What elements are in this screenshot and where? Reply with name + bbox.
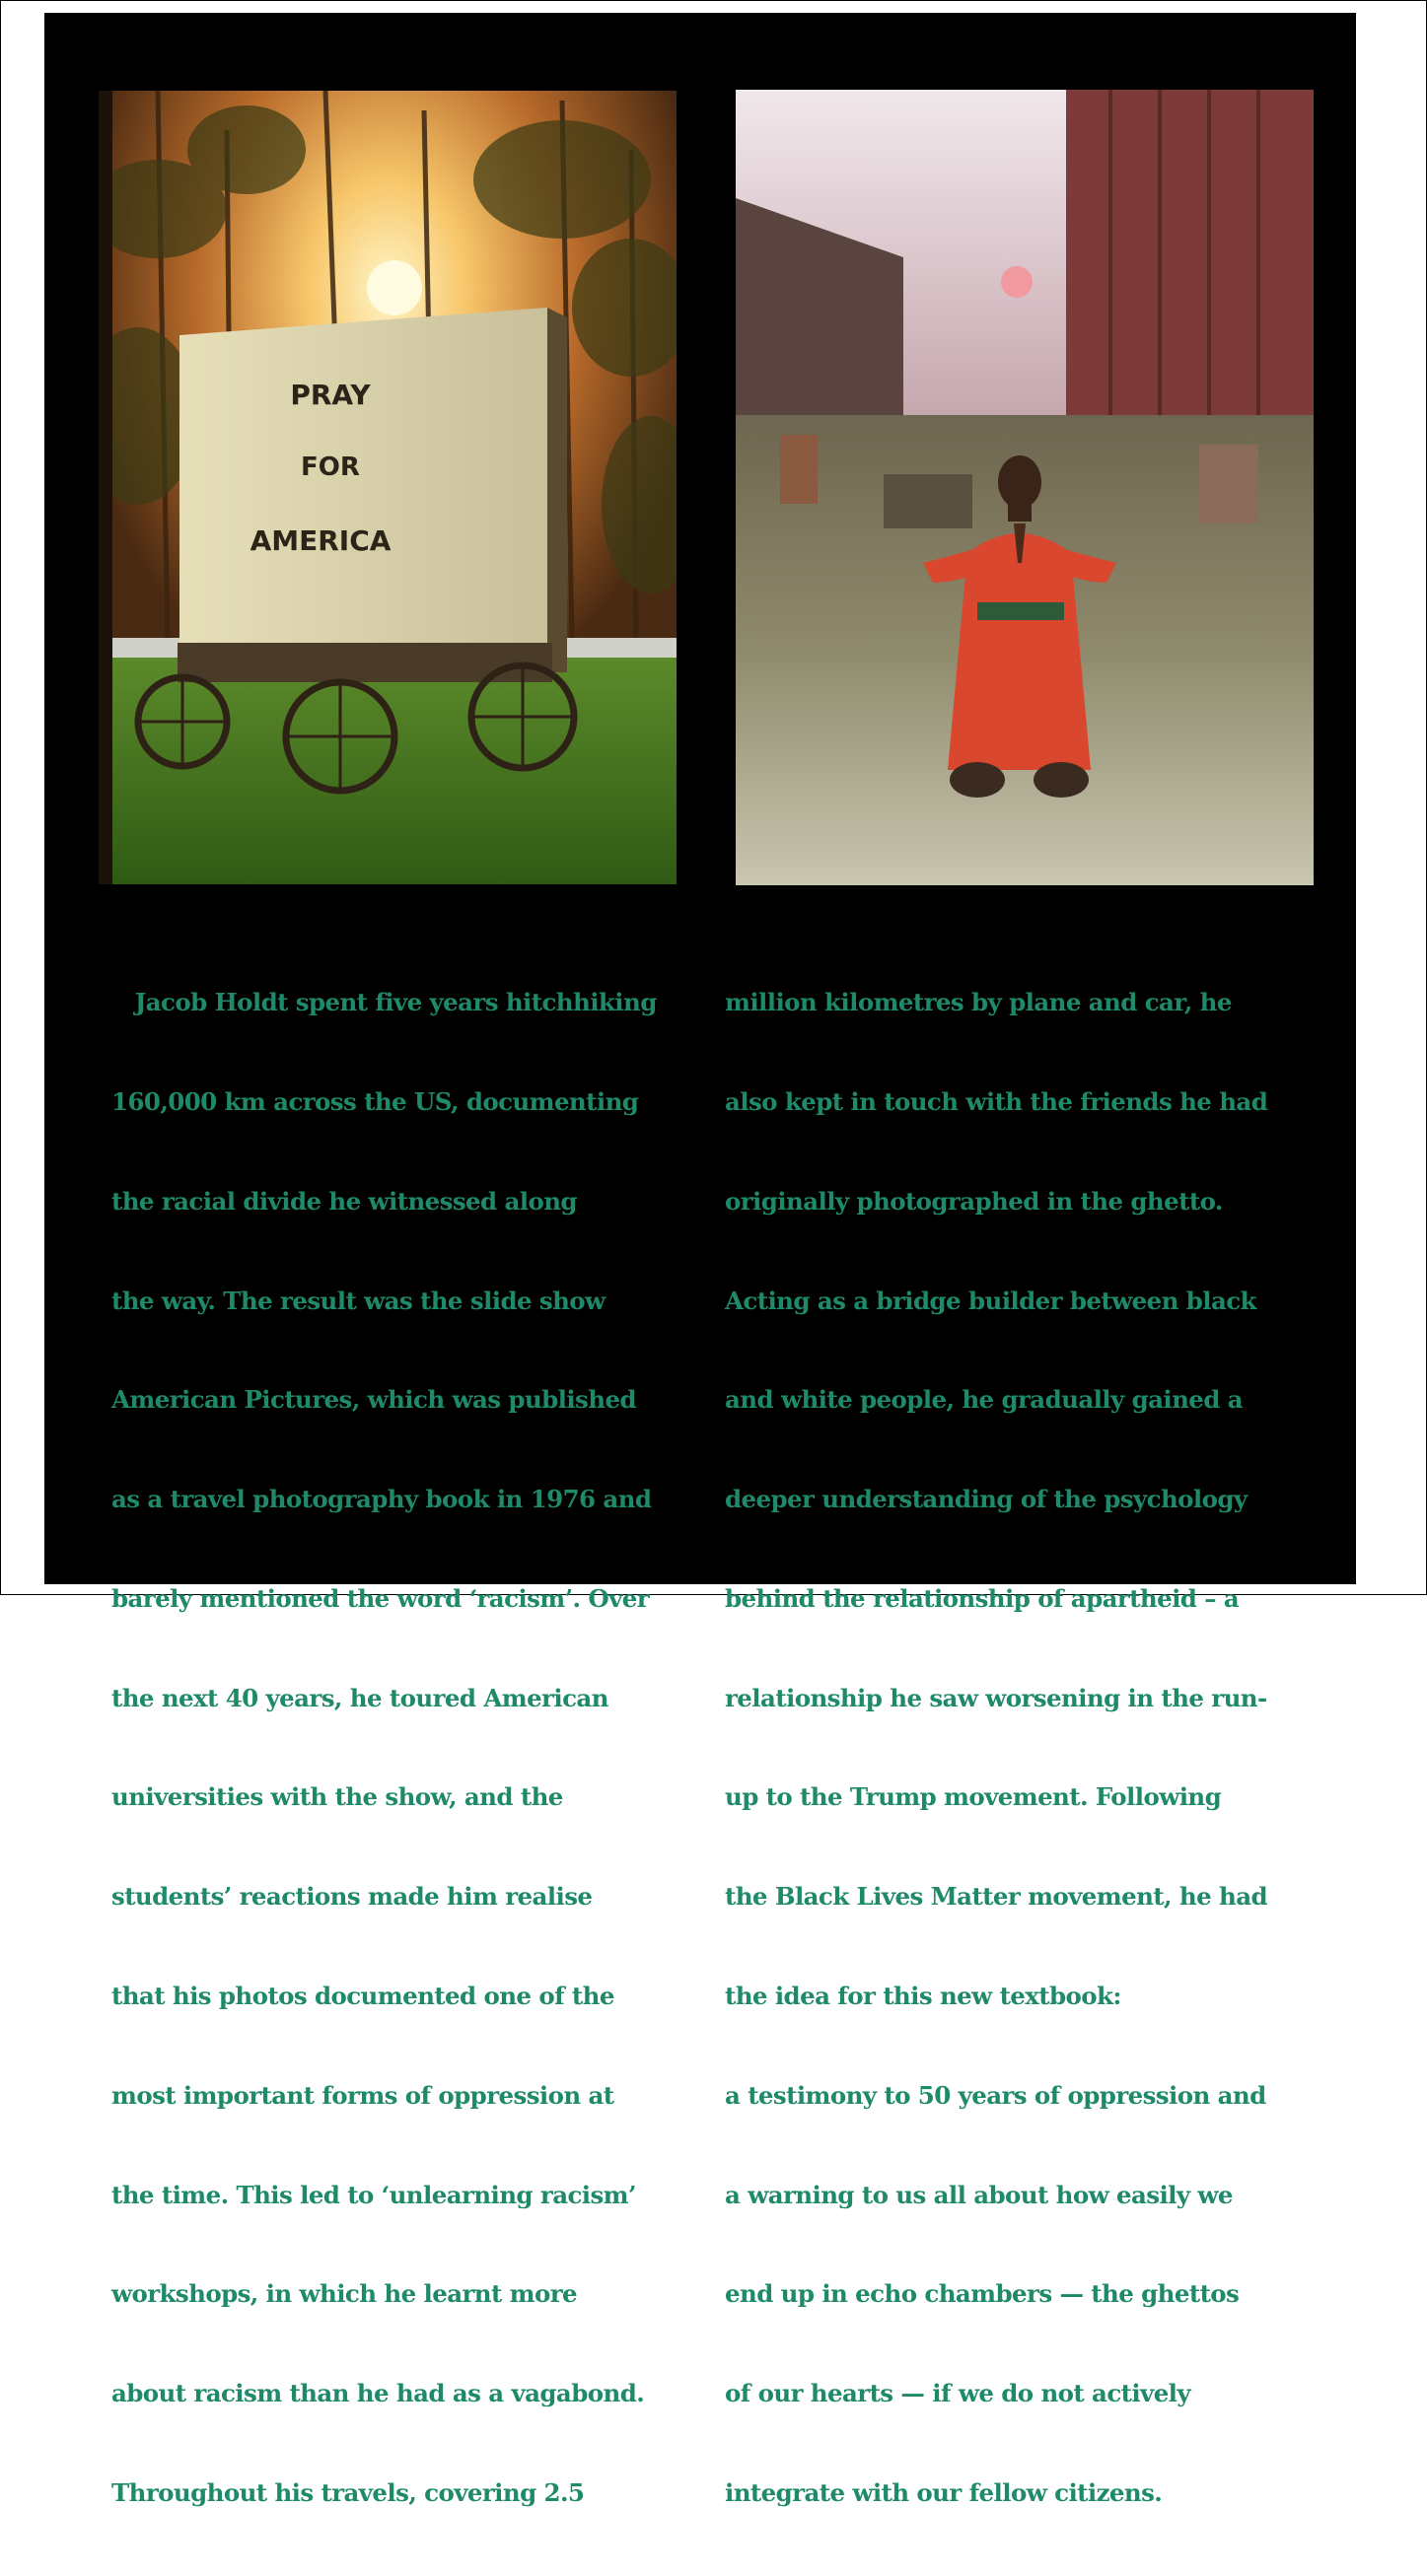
text-line: Acting as a bridge builder between black: [725, 1286, 1256, 1315]
text-line: a warning to us all about how easily we: [725, 2180, 1233, 2209]
text-line: the Black Lives Matter movement, he had: [725, 1882, 1268, 1912]
praying-girl-illustration: [736, 90, 1314, 885]
text-line: American Pictures, which was published: [111, 1385, 636, 1415]
text-line: the next 40 years, he toured American: [111, 1683, 608, 1712]
sunset-sign-illustration: [99, 91, 677, 884]
text-line: 160,000 km across the US, documenting: [111, 1086, 639, 1116]
sign-line-for: FOR: [301, 453, 360, 482]
text-line: deeper understanding of the psychology: [725, 1485, 1248, 1514]
text-line: most important forms of oppression at: [111, 2080, 614, 2110]
text-line: end up in echo chambers — the ghettos: [725, 2279, 1240, 2309]
text-line: Jacob Holdt spent five years hitchhiking: [111, 988, 657, 1017]
text-line: relationship he saw worsening in the run-: [725, 1683, 1267, 1712]
book-spread: [44, 13, 1356, 2507]
praying-girl-photo: [736, 90, 1314, 885]
sign-line-pray: PRAY: [290, 379, 371, 411]
text-line: workshops, in which he learnt more: [111, 2279, 577, 2309]
text-line: Throughout his travels, covering 2.5: [111, 2477, 585, 2507]
text-line: students’ reactions made him realise: [111, 1882, 593, 1912]
text-line: also kept in touch with the friends he had: [725, 1086, 1268, 1116]
text-line: the time. This led to ‘unlearning racism’: [111, 2180, 636, 2209]
text-line: the way. The result was the slide show: [111, 1286, 606, 1315]
sign-line-america: AMERICA: [250, 524, 392, 557]
text-line: million kilometres by plane and car, he: [725, 988, 1232, 1017]
text-line: the racial divide he witnessed along: [111, 1186, 577, 1216]
pray-for-america-sign-photo: [99, 91, 677, 884]
text-line: originally photographed in the ghetto.: [725, 1186, 1223, 1216]
article-column-left: [111, 920, 674, 2576]
text-line: integrate with our fellow citizens.: [725, 2477, 1163, 2507]
text-line: universities with the show, and the: [111, 1782, 563, 1812]
article-column-right: [725, 920, 1307, 2576]
text-line: a testimony to 50 years of oppression and: [725, 2080, 1266, 2110]
text-line: that his photos documented one of the: [111, 1982, 614, 2010]
text-line: about racism than he had as a vagabond.: [111, 2379, 645, 2408]
text-line: behind the relationship of apartheid – a: [725, 1583, 1240, 1613]
text-line: barely mentioned the word ‘racism’. Over: [111, 1583, 650, 1613]
text-line: up to the Trump movement. Following: [725, 1782, 1222, 1812]
text-line: and white people, he gradually gained a: [725, 1385, 1244, 1415]
text-line: as a travel photography book in 1976 and: [111, 1485, 652, 1514]
text-line: of our hearts — if we do not actively: [725, 2379, 1191, 2408]
text-line: the idea for this new textbook:: [725, 1982, 1121, 2010]
